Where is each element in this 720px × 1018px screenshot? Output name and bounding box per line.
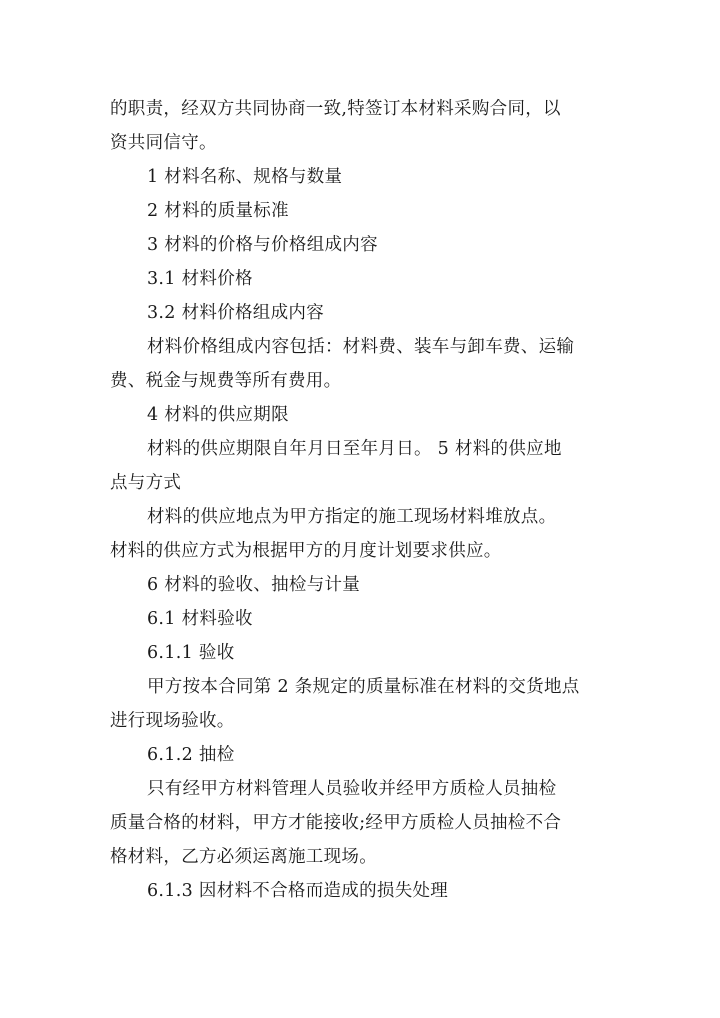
- paragraph-line: 格材料，乙方必须运离施工现场。: [110, 847, 377, 867]
- section-heading: 3 材料的价格与价格组成内容: [147, 235, 378, 255]
- paragraph-line: 材料价格组成内容包括：材料费、装车与卸车费、运输: [147, 337, 575, 357]
- section-heading: 6 材料的验收、抽检与计量: [147, 575, 361, 595]
- section-heading: 4 材料的供应期限: [147, 405, 289, 425]
- subsection-heading: 6.1.3 因材料不合格而造成的损失处理: [147, 881, 449, 901]
- paragraph-line: 只有经甲方材料管理人员验收并经甲方质检人员抽检: [147, 779, 557, 799]
- paragraph-line: 材料的供应方式为根据甲方的月度计划要求供应。: [110, 541, 502, 561]
- subsection-heading: 6.1.2 抽检: [147, 745, 235, 765]
- paragraph-line: 资共同信守。: [110, 133, 217, 153]
- paragraph-line: 甲方按本合同第 2 条规定的质量标准在材料的交货地点: [147, 677, 580, 697]
- paragraph-line: 进行现场验收。: [110, 711, 235, 731]
- paragraph-line: 材料的供应地点为甲方指定的施工现场材料堆放点。: [147, 507, 557, 527]
- subsection-heading: 3.1 材料价格: [147, 269, 253, 289]
- section-heading: 2 材料的质量标准: [147, 201, 289, 221]
- subsection-heading: 6.1.1 验收: [147, 643, 235, 663]
- paragraph-line: 质量合格的材料，甲方才能接收;经甲方质检人员抽检不合: [110, 813, 562, 833]
- subsection-heading: 6.1 材料验收: [147, 609, 253, 629]
- paragraph-line: 的职责，经双方共同协商一致,特签订本材料采购合同，以: [110, 99, 561, 119]
- paragraph-line: 材料的供应期限自年月日至年月日。 5 材料的供应地: [147, 439, 562, 459]
- paragraph-line: 点与方式: [110, 473, 182, 493]
- subsection-heading: 3.2 材料价格组成内容: [147, 303, 324, 323]
- paragraph-line: 费、税金与规费等所有费用。: [110, 371, 342, 391]
- section-heading: 1 材料名称、规格与数量: [147, 167, 343, 187]
